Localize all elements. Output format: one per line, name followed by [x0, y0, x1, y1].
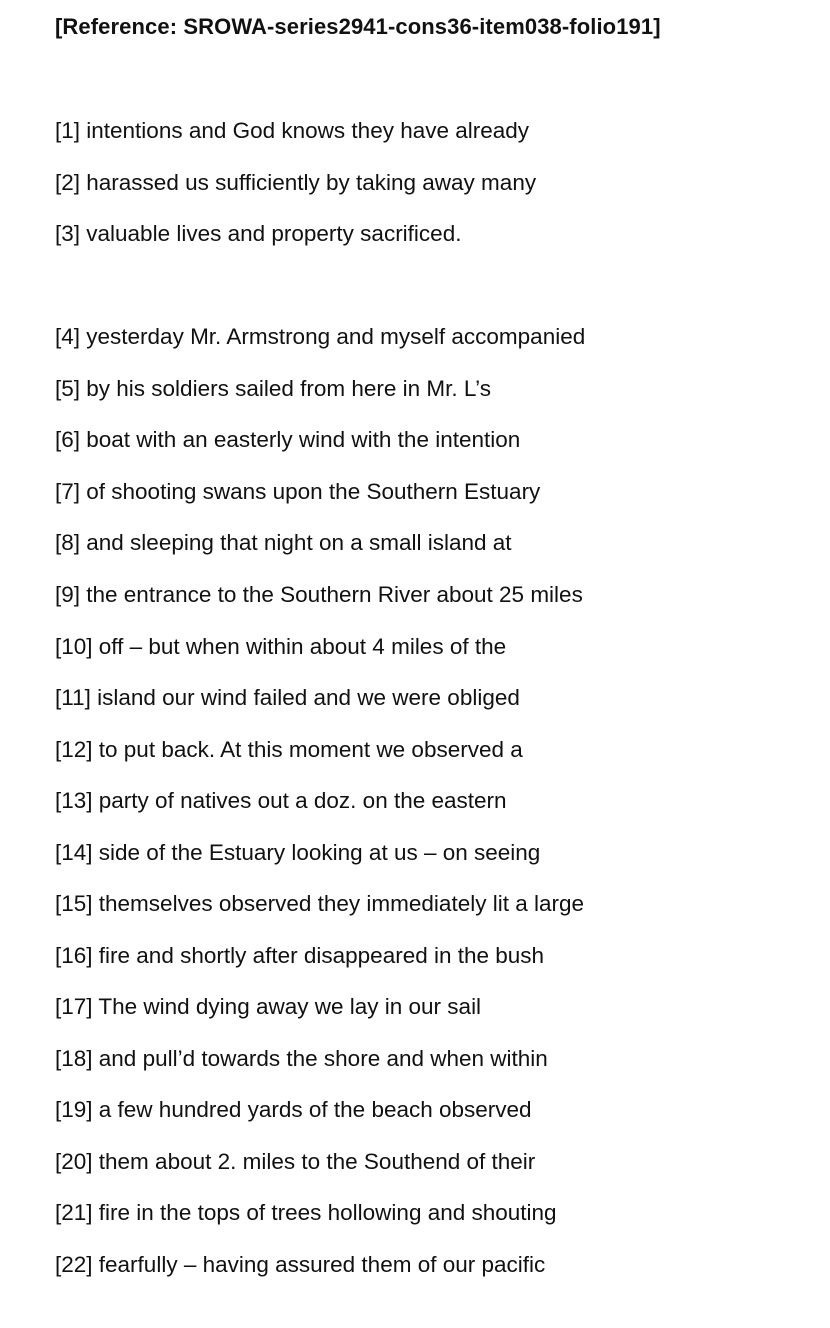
transcript-line: [3] valuable lives and property sacrificed.: [55, 221, 462, 246]
transcript-line: [12] to put back. At this moment we observed a: [55, 737, 523, 762]
transcript-line: [20] them about 2. miles to the Southend of their: [55, 1149, 536, 1174]
transcript-line: [4] yesterday Mr. Armstrong and myself accompanied: [55, 324, 586, 349]
transcript-line: [7] of shooting swans upon the Southern Estuary: [55, 479, 541, 504]
reference-header: [Reference: SROWA-series2941-cons36-item038-folio191]: [55, 14, 661, 39]
transcript-line: [19] a few hundred yards of the beach observed: [55, 1097, 532, 1122]
transcript-line: [2] harassed us sufficiently by taking away many: [55, 170, 537, 195]
transcript-line: [13] party of natives out a doz. on the eastern: [55, 788, 507, 813]
transcript-line: [15] themselves observed they immediately lit a large: [55, 891, 585, 916]
transcript-line: [21] fire in the tops of trees hollowing and shouting: [55, 1200, 557, 1225]
transcript-line: [16] fire and shortly after disappeared in the bush: [55, 943, 545, 968]
transcript-line: [6] boat with an easterly wind with the intention: [55, 427, 521, 452]
transcript-line: [14] side of the Estuary looking at us – on seeing: [55, 840, 541, 865]
transcript-line: [11] island our wind failed and we were obliged: [55, 685, 520, 710]
transcript-line: [18] and pull’d towards the shore and when within: [55, 1046, 548, 1071]
transcript-line: [1] intentions and God knows they have already: [55, 118, 530, 143]
transcript-line: [17] The wind dying away we lay in our sail: [55, 994, 482, 1019]
transcript-line: [9] the entrance to the Southern River about 25 miles: [55, 582, 583, 607]
transcript-line: [22] fearfully – having assured them of our pacific: [55, 1252, 546, 1277]
transcript-line: [8] and sleeping that night on a small island at: [55, 530, 512, 555]
transcript-line: [5] by his soldiers sailed from here in Mr. L’s: [55, 376, 492, 401]
transcript-line: [10] off – but when within about 4 miles of the: [55, 634, 507, 659]
